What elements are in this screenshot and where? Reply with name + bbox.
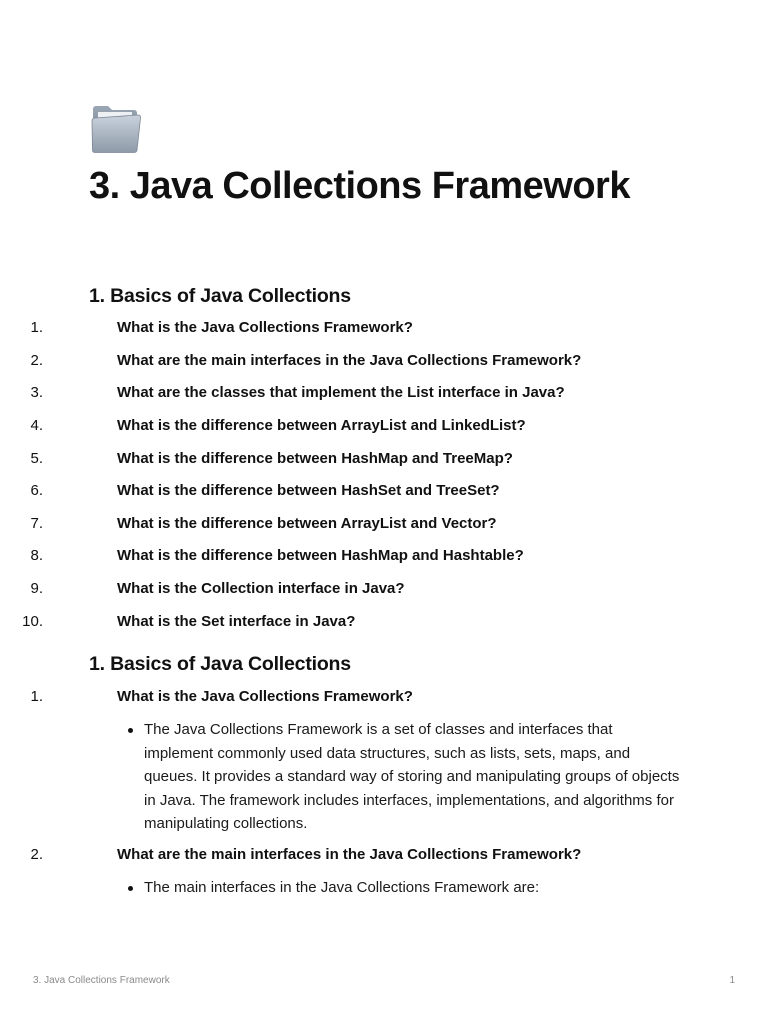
list-item <box>0 382 700 404</box>
page-number: 1 <box>729 975 735 986</box>
list-item-number: 1. <box>30 319 43 336</box>
list-item-question: What is the Collection interface in Java? <box>117 580 405 597</box>
list-item <box>0 611 700 633</box>
list-item-number: 5. <box>30 450 43 467</box>
list-item-question: What are the classes that implement the List interface in Java? <box>117 384 565 401</box>
list-item-number: 3. <box>30 384 43 401</box>
section-heading-question-list: 1. Basics of Java Collections <box>89 285 351 307</box>
list-item-number: 6. <box>30 482 43 499</box>
list-item <box>0 686 700 708</box>
list-item <box>0 448 700 470</box>
list-item-number: 2. <box>30 352 43 369</box>
list-item-question: What is the Java Collections Framework? <box>117 688 413 705</box>
list-item-number: 4. <box>30 417 43 434</box>
list-item <box>0 578 700 600</box>
bullet-icon <box>128 886 133 891</box>
list-item-number: 10. <box>22 613 43 630</box>
list-item-number: 8. <box>30 547 43 564</box>
list-item-question: What is the difference between ArrayList and LinkedList? <box>117 417 526 434</box>
list-item-question: What is the difference between HashMap and TreeMap? <box>117 450 513 467</box>
list-item-question: What are the main interfaces in the Java Collections Framework? <box>117 352 582 369</box>
list-item-number: 2. <box>30 846 43 863</box>
list-item-number: 1. <box>30 688 43 705</box>
answer-text: The Java Collections Framework is a set of classes and interfaces that implement commonly used data structures, such as lists, sets, maps, and queues. It provides a standard way of storing and manipulating groups of objects in Java. The framework includes interfaces, implementations, and algorithms for manipulating collections. <box>144 721 680 832</box>
list-item <box>0 480 700 502</box>
list-item <box>0 844 700 866</box>
footer-title: 3. Java Collections Framework <box>33 975 170 986</box>
list-item <box>0 545 700 567</box>
list-item-question: What is the Java Collections Framework? <box>117 319 413 336</box>
list-item-question: What are the main interfaces in the Java Collections Framework? <box>117 846 582 863</box>
list-item-question: What is the difference between HashSet and TreeSet? <box>117 482 500 499</box>
bullet-icon <box>128 728 133 733</box>
list-item <box>0 513 700 535</box>
section-heading-answers: 1. Basics of Java Collections <box>89 653 351 675</box>
list-item <box>0 415 700 437</box>
list-item-number: 9. <box>30 580 43 597</box>
list-item-number: 7. <box>30 515 43 532</box>
list-item-question: What is the Set interface in Java? <box>117 613 356 630</box>
list-item <box>0 350 700 372</box>
folder-icon <box>90 103 142 155</box>
list-item <box>0 317 700 339</box>
list-item-question: What is the difference between HashMap and Hashtable? <box>117 547 524 564</box>
page-title: 3. Java Collections Framework <box>89 165 630 207</box>
answer-text: The main interfaces in the Java Collections Framework are: <box>144 879 540 896</box>
list-item-question: What is the difference between ArrayList and Vector? <box>117 515 497 532</box>
